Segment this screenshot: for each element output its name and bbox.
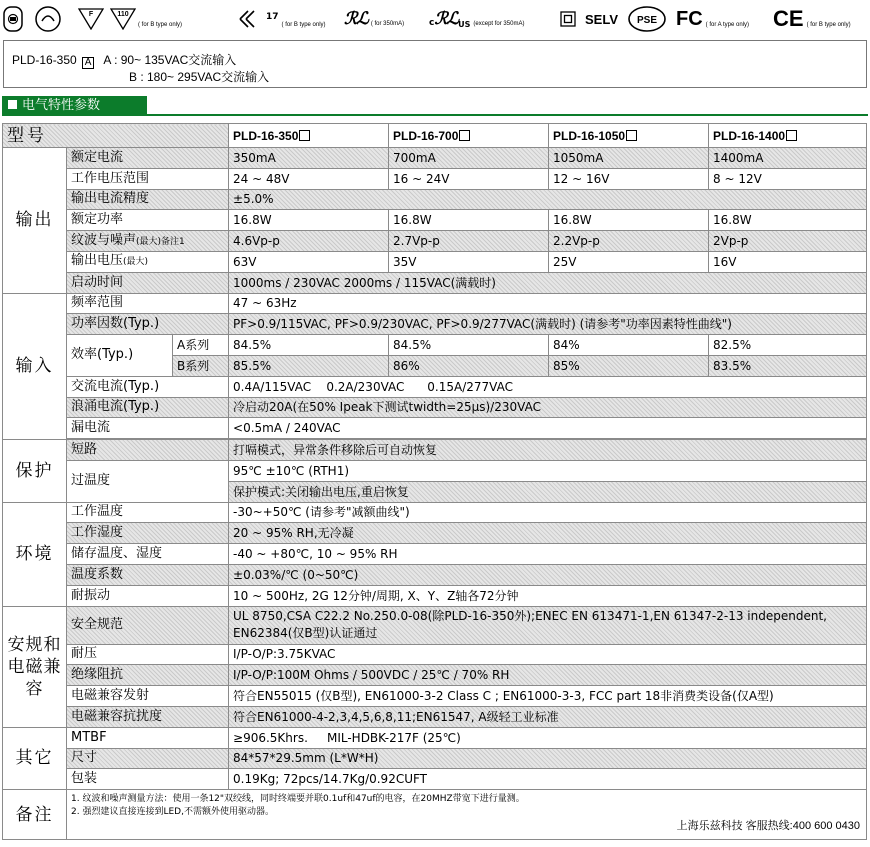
cell-value: 冷启动20A(在50% Ipeak下测试twidth=25μs)/230VAC — [229, 397, 867, 418]
short-circuit-row — [3, 440, 867, 461]
ac-current-row — [3, 376, 867, 397]
cell-value: 符合EN61000-4-2,3,4,5,6,8,11;EN61547, A级轻工业标准 — [229, 706, 867, 727]
cell-value: 63V — [229, 251, 389, 272]
cell-value: 0.19Kg; 72pcs/14.7Kg/0.92CUFT — [229, 769, 867, 790]
cell-value: 84*57*29.5mm (L*W*H) — [229, 748, 867, 769]
cell-value: 16.8W — [389, 210, 549, 231]
cell-value: 16 ~ 24V — [389, 168, 549, 189]
row-label: 漏电流 — [67, 418, 229, 439]
cell-value: 2.7Vp-p — [389, 231, 549, 252]
ul-mark — [344, 3, 404, 35]
hotline-text: 上海乐兹科技 客服热线:400 600 0430 — [676, 820, 861, 833]
class2-square-icon — [560, 3, 576, 35]
model-header-row — [3, 124, 867, 148]
cell-value: -40 ~ +80℃, 10 ~ 95% RH — [229, 544, 867, 565]
row-label: 储存温度、湿度 — [67, 544, 229, 565]
cell-value: 85.5% — [229, 355, 389, 376]
cell-value: 85% — [549, 355, 709, 376]
model-name: PLD-16-350 — [12, 53, 77, 67]
cell-value: 2.2Vp-p — [549, 231, 709, 252]
cell-value: 1000ms / 230VAC 2000ms / 115VAC(满载时) — [229, 272, 867, 293]
cell-value: 95℃ ±10℃ (RTH1) — [229, 460, 867, 481]
ul-logo-icon: ℛℒ — [344, 9, 368, 28]
environment-category: 环境 — [3, 502, 67, 606]
row-label: 工作温度 — [67, 502, 229, 523]
ce-note: ( for B type only) — [806, 22, 851, 28]
model-description-box — [3, 40, 867, 88]
rated-power-row — [3, 210, 867, 231]
cell-value: 16.8W — [229, 210, 389, 231]
cell-value: 保护模式:关闭输出电压,重启恢复 — [229, 481, 867, 502]
row-label: 频率范围 — [67, 293, 229, 314]
cell-value: PF>0.9/115VAC, PF>0.9/230VAC, PF>0.9/277VAC(满载时) (请参考"功率因素特性曲线") — [229, 314, 867, 335]
fc-note: ( for A type only) — [705, 22, 750, 28]
pse-text: PSE — [636, 15, 658, 26]
vibration-row — [3, 585, 867, 606]
cell-value: 0.4A/115VAC 0.2A/230VAC 0.15A/277VAC — [229, 376, 867, 397]
cell-value: 打嗝模式，异常条件移除后可自动恢复 — [229, 440, 867, 461]
model-col-350 — [229, 124, 389, 148]
row-label: 安全规范 — [67, 606, 229, 644]
cell-value: 12 ~ 16V — [549, 168, 709, 189]
cell-value: 20 ~ 95% RH,无冷凝 — [229, 523, 867, 544]
checkbox-icon — [299, 130, 310, 141]
row-label: 启动时间 — [67, 272, 229, 293]
row-label: 耐振动 — [67, 585, 229, 606]
model-col-1050 — [549, 124, 709, 148]
cell-value: 25V — [549, 251, 709, 272]
efficiency-a-row — [3, 335, 867, 356]
row-label — [67, 231, 229, 252]
cell-value: 10 ~ 500Hz, 2G 12分钟/周期, X、Y、Z轴各72分钟 — [229, 585, 867, 606]
cell-value: 86% — [389, 355, 549, 376]
row-label: 工作电压范围 — [67, 168, 229, 189]
others-category: 其它 — [3, 727, 67, 789]
triangle-110-icon — [110, 8, 136, 30]
cell-value: ±5.0% — [229, 189, 867, 210]
cell-value: <0.5mA / 240VAC — [229, 418, 867, 439]
ripple-row — [3, 231, 867, 252]
cell-value: I/P-O/P:100M Ohms / 500VDC / 25℃ / 70% RH — [229, 665, 867, 686]
cell-value: 47 ~ 63Hz — [229, 293, 867, 314]
power-factor-row — [3, 314, 867, 335]
ul-note: ( for 350mA) — [370, 21, 405, 27]
checkbox-icon — [626, 130, 637, 141]
emc-emission-row — [3, 686, 867, 707]
leakage-row — [3, 418, 867, 439]
working-temp-row — [3, 502, 867, 523]
protection-category: 保护 — [3, 440, 67, 502]
row-label: 效率(Typ.) — [67, 335, 173, 377]
model-type-box: A — [82, 57, 94, 69]
cell-value: 1400mA — [709, 148, 867, 169]
cell-value: ≥906.5Khrs. MIL-HDBK-217F (25℃) — [229, 727, 867, 748]
selv-text: SELV — [585, 11, 618, 27]
startup-row — [3, 272, 867, 293]
current-accuracy-row — [3, 189, 867, 210]
cell-value: 2Vp-p — [709, 231, 867, 252]
row-label: 耐压 — [67, 644, 229, 665]
model-1050: PLD-16-1050 — [553, 128, 626, 143]
model-col-1400 — [709, 124, 867, 148]
section-title: 电气特性参数 — [22, 98, 101, 113]
row-label: 功率因数(Typ.) — [67, 314, 229, 335]
tri110-mark — [110, 3, 182, 35]
cell-value: UL 8750,CSA C22.2 No.250.0-08(除PLD-16-350外);ENEC EN 613471-1,EN 61347-2-13 independent, EN62384(仅B型)认证通过 — [229, 606, 867, 644]
row-label: 温度系数 — [67, 564, 229, 585]
fc-mark — [676, 3, 749, 35]
storage-row — [3, 544, 867, 565]
row-label-text: 输出电压 — [71, 253, 124, 269]
enec-mark-icon — [34, 3, 62, 35]
row-label: 工作湿度 — [67, 523, 229, 544]
mtbf-row — [3, 727, 867, 748]
row-label-suffix: (最大)备注1 — [136, 236, 185, 247]
voltage-range-row — [3, 168, 867, 189]
note-2: 2. 强烈建议直接连接到LED,不需额外使用驱动器。 — [71, 807, 274, 818]
pse-mark-icon — [627, 3, 667, 35]
row-label: MTBF — [67, 727, 229, 748]
input-option-b: B : 180~ 295VAC交流输入 — [129, 70, 270, 84]
emc-immunity-row — [3, 706, 867, 727]
row-label: 短路 — [67, 440, 229, 461]
cell-value: 82.5% — [709, 335, 867, 356]
working-humidity-row — [3, 523, 867, 544]
isolation-row — [3, 665, 867, 686]
notes-row — [3, 790, 867, 840]
ccc-note: ( for B type only) — [281, 22, 326, 28]
spec-table — [2, 123, 867, 840]
frequency-row — [3, 293, 867, 314]
cell-value: 8 ~ 12V — [709, 168, 867, 189]
row-label: 电磁兼容抗扰度 — [67, 706, 229, 727]
certification-bar — [0, 0, 870, 38]
cell-value: 1050mA — [549, 148, 709, 169]
output-voltage-row — [3, 251, 867, 272]
section-rule — [2, 114, 868, 116]
tri110-text: 110 — [117, 11, 129, 18]
dimension-row — [3, 748, 867, 769]
cul-logo-icon: ℛℒ — [434, 9, 459, 28]
output-category: 输出 — [3, 148, 67, 294]
ccc-mark — [238, 3, 326, 35]
row-label: 电磁兼容发射 — [67, 686, 229, 707]
cul-note: (except for 350mA) — [473, 21, 525, 27]
cell-value: 35V — [389, 251, 549, 272]
ccc-number: 17 — [266, 12, 279, 22]
cell-value: I/P-O/P:3.75KVAC — [229, 644, 867, 665]
row-label: 包装 — [67, 769, 229, 790]
cell-value: 84.5% — [389, 335, 549, 356]
model-label: 型号 — [3, 124, 229, 148]
cul-mark: c ℛℒ US (except for 350mA) — [429, 9, 525, 29]
row-label: 输出电流精度 — [67, 189, 229, 210]
cell-value: 24 ~ 48V — [229, 168, 389, 189]
selv-mark — [585, 3, 618, 35]
temp-coeff-row — [3, 564, 867, 585]
notes-cell — [67, 790, 867, 840]
tri110-note: ( for B type only) — [138, 22, 183, 28]
model-700: PLD-16-700 — [393, 128, 459, 143]
model-col-700 — [389, 124, 549, 148]
otp-row-1 — [3, 460, 867, 481]
inrush-row — [3, 397, 867, 418]
cell-value: 16V — [709, 251, 867, 272]
input-category: 输入 — [3, 293, 67, 440]
row-label: 额定功率 — [67, 210, 229, 231]
cell-value: 83.5% — [709, 355, 867, 376]
ce-logo-icon: CE — [773, 6, 804, 31]
fc-logo-icon: FC — [676, 7, 703, 30]
cell-value: 4.6Vp-p — [229, 231, 389, 252]
cell-value: 350mA — [229, 148, 389, 169]
input-option-a: A : 90~ 135VAC交流输入 — [103, 53, 237, 67]
tuv-mark-icon — [3, 3, 23, 35]
model-350: PLD-16-350 — [233, 128, 299, 143]
f-mark-text: F — [88, 11, 94, 18]
cell-value: -30~+50℃ (请参考"减额曲线") — [229, 502, 867, 523]
safety-standards-row — [3, 606, 867, 644]
series-b-label: B系列 — [173, 355, 229, 376]
safety-category: 安规和电磁兼容 — [3, 606, 67, 727]
cell-value: 700mA — [389, 148, 549, 169]
model-line-a — [12, 51, 236, 69]
row-label: 浪涌电流(Typ.) — [67, 397, 229, 418]
row-label: 过温度 — [67, 460, 229, 502]
row-label-text: 纹波与噪声 — [71, 232, 137, 248]
row-label: 交流电流(Typ.) — [67, 376, 229, 397]
note-1: 1. 纹波和噪声测量方法：使用一条12"双绞线，同时终端要并联0.1uf和47uf的电容，在20MHZ带宽下进行量测。 — [71, 794, 525, 805]
checkbox-icon — [786, 130, 797, 141]
notes-category: 备注 — [3, 790, 67, 840]
cell-value: 16.8W — [549, 210, 709, 231]
cell-value: 84.5% — [229, 335, 389, 356]
row-label: 额定电流 — [67, 148, 229, 169]
rated-current-row — [3, 148, 867, 169]
model-1400: PLD-16-1400 — [713, 128, 786, 143]
section-header — [2, 96, 147, 115]
cell-value: 16.8W — [709, 210, 867, 231]
cell-value: ±0.03%/℃ (0~50℃) — [229, 564, 867, 585]
checkbox-icon — [459, 130, 470, 141]
series-a-label: A系列 — [173, 335, 229, 356]
row-label: 绝缘阻抗 — [67, 665, 229, 686]
row-label — [67, 251, 229, 272]
f-mark-icon — [78, 3, 104, 35]
square-bullet-icon — [8, 100, 17, 109]
packing-row — [3, 769, 867, 790]
row-label-suffix: (最大) — [123, 257, 149, 268]
cell-value: 84% — [549, 335, 709, 356]
row-label: 尺寸 — [67, 748, 229, 769]
cul-us-text: US — [458, 19, 471, 29]
ce-mark — [773, 3, 851, 35]
withstand-row — [3, 644, 867, 665]
cell-value: 符合EN55015 (仅B型), EN61000-3-2 Class C ; EN61000-3-3, FCC part 18非消费类设备(仅A型) — [229, 686, 867, 707]
